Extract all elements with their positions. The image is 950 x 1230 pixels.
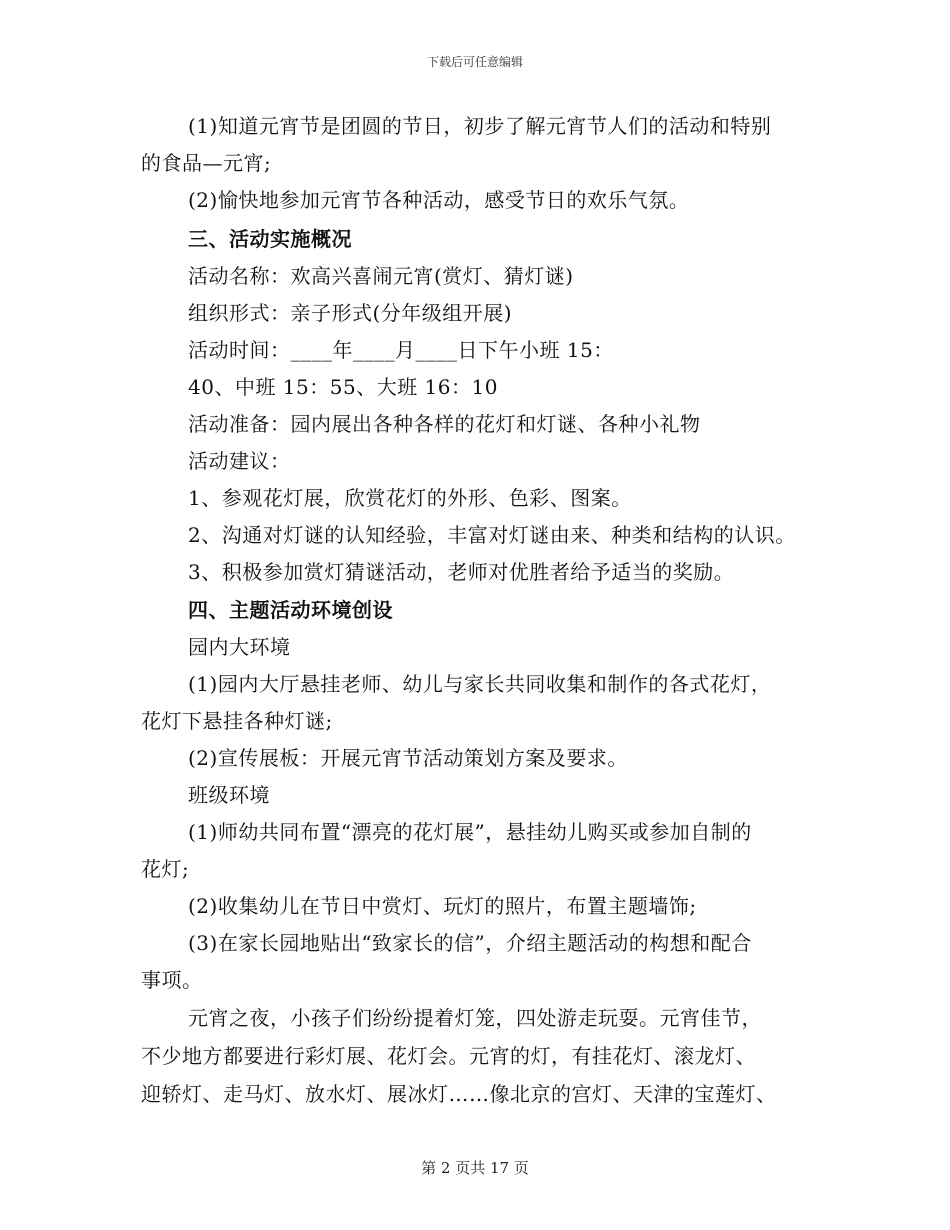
campus-item-1-line-1: (1)园内大厅悬挂老师、幼儿与家长共同收集和制作的各式花灯， bbox=[188, 672, 772, 696]
class-item-1-line-1: (1)师幼共同布置“漂亮的花灯展”，悬挂幼儿购买或参加自制的 bbox=[188, 820, 752, 844]
page-header: 下载后可任意编辑 bbox=[426, 55, 523, 69]
class-item-1-line-2: 花灯; bbox=[141, 857, 190, 881]
paragraph-line-3: 迎轿灯、走马灯、放水灯、展冰灯……像北京的宫灯、天津的宝莲灯、 bbox=[141, 1082, 777, 1106]
activity-preparation: 活动准备：园内展出各种各样的花灯和灯谜、各种小礼物 bbox=[188, 412, 701, 436]
activity-name: 活动名称：欢高兴喜闹元宵(赏灯、猜灯谜) bbox=[188, 264, 574, 288]
organization-form: 组织形式：亲子形式(分年级组开展) bbox=[188, 301, 513, 325]
class-item-3-line-1: (3)在家长园地贴出“致家长的信”，介绍主题活动的构想和配合 bbox=[188, 931, 752, 955]
page-footer: 第 2 页共 17 页 bbox=[421, 1159, 529, 1177]
suggestion-2: 2、沟通对灯谜的认知经验，丰富对灯谜由来、种类和结构的认识。 bbox=[188, 523, 796, 547]
objective-2: (2)愉快地参加元宵节各种活动，感受节日的欢乐气氛。 bbox=[188, 188, 690, 212]
objective-1-line-1: (1)知道元宵节是团圆的节日，初步了解元宵节人们的活动和特别 bbox=[188, 114, 772, 138]
subheading-class-environment: 班级环境 bbox=[188, 783, 270, 807]
objective-1-line-2: 的食品—元宵; bbox=[141, 151, 272, 175]
campus-item-1-line-2: 花灯下悬挂各种灯谜; bbox=[141, 709, 333, 733]
activity-suggestions-label: 活动建议： bbox=[188, 449, 291, 473]
class-item-2: (2)收集幼儿在节日中赏灯、玩灯的照片，布置主题墙饰; bbox=[188, 894, 697, 918]
section-heading-4: 四、主题活动环境创设 bbox=[188, 598, 393, 622]
paragraph-line-1: 元宵之夜，小孩子们纷纷提着灯笼，四处游走玩耍。元宵佳节， bbox=[188, 1006, 762, 1030]
class-item-3-line-2: 事项。 bbox=[141, 968, 203, 992]
campus-item-2: (2)宣传展板：开展元宵节活动策划方案及要求。 bbox=[188, 746, 628, 770]
suggestion-1: 1、参观花灯展，欣赏花灯的外形、色彩、图案。 bbox=[188, 486, 632, 510]
suggestion-3: 3、积极参加赏灯猜谜活动，老师对优胜者给予适当的奖励。 bbox=[188, 560, 735, 584]
activity-time-line-2: 40、中班 15：55、大班 16：10 bbox=[188, 375, 498, 399]
section-heading-3: 三、活动实施概况 bbox=[188, 227, 352, 251]
paragraph-line-2: 不少地方都要进行彩灯展、花灯会。元宵的灯，有挂花灯、滚龙灯、 bbox=[141, 1044, 756, 1068]
subheading-campus-environment: 园内大环境 bbox=[188, 635, 291, 659]
activity-time-line-1: 活动时间：____年____月____日下午小班 15： bbox=[188, 338, 614, 362]
